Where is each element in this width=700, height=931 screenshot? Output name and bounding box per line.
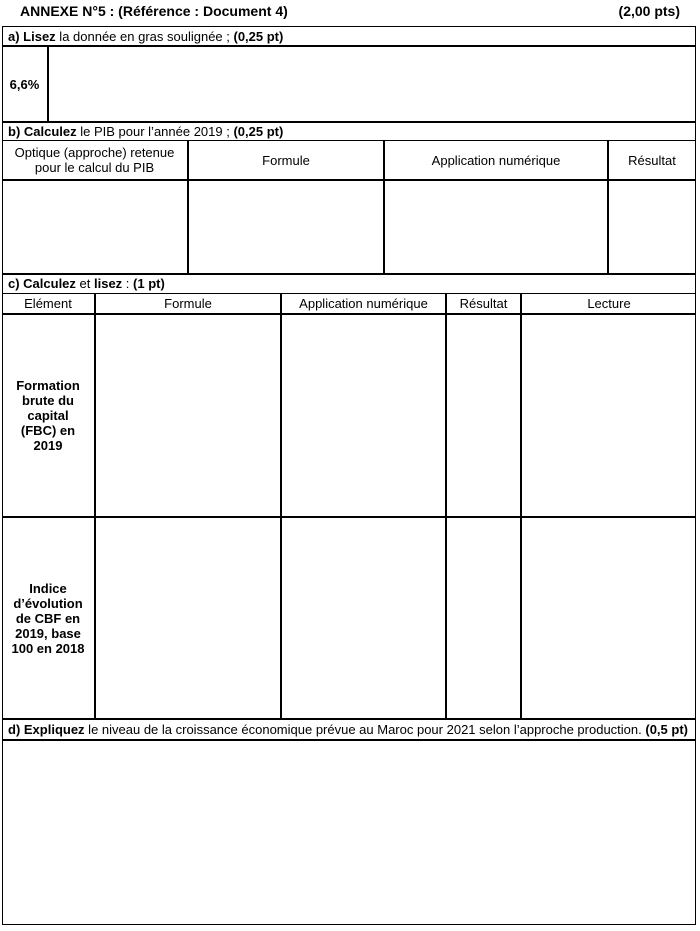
c-col-1: [94, 294, 96, 718]
c-indice-lecture-field[interactable]: [523, 519, 695, 717]
c-indice-formule-field[interactable]: [97, 519, 279, 717]
section-a-text: la donnée en gras soulignée ;: [55, 29, 234, 44]
section-d-points: (0,5 pt): [645, 722, 688, 737]
section-d-answer-field[interactable]: [4, 742, 694, 922]
divider-d-body: [2, 739, 696, 741]
b-answer-application[interactable]: [386, 182, 606, 272]
c-fbc-application-field[interactable]: [283, 316, 444, 515]
c-header-formule: Formule: [164, 296, 212, 311]
b-header-optique: Optique (approche) retenue pour le calcul du PIB: [14, 145, 175, 175]
c-indice-application-field[interactable]: [283, 519, 444, 717]
section-d-text: le niveau de la croissance économique prévue au Maroc pour 2021 selon l’approche production.: [84, 722, 646, 737]
section-c-instruction: [8, 276, 165, 291]
divider-c-top: [2, 273, 696, 275]
c-row-label-indice: Indice d’évolution de CBF en 2019, base 100 en 2018: [11, 580, 85, 656]
section-d-instruction: [8, 722, 688, 737]
c-indice-resultat-field[interactable]: [448, 519, 519, 717]
divider-b-top: [2, 121, 696, 123]
b-header-formule: Formule: [262, 152, 310, 168]
section-b-verb: b) Calculez: [8, 124, 77, 139]
page-header: [0, 0, 700, 26]
c-fbc-resultat-field[interactable]: [448, 316, 519, 515]
section-a-instruction: [8, 29, 283, 44]
c-col-4: [520, 294, 522, 718]
section-a-points: (0,25 pt): [233, 29, 284, 44]
section-d-verb: d) Expliquez: [8, 722, 85, 737]
c-fbc-lecture-field[interactable]: [523, 316, 695, 515]
b-answer-resultat[interactable]: [610, 182, 695, 272]
c-header-element: Elément: [24, 296, 72, 311]
annex-points: (2,00 pts): [618, 3, 680, 19]
b-header-application: Application numérique: [431, 152, 561, 168]
c-col-2: [280, 294, 282, 718]
c-row-label-fbc: Formation brute du capital (FBC) en 2019: [16, 378, 80, 453]
divider-c-rows: [2, 516, 696, 518]
divider-d-top: [2, 718, 696, 720]
section-b-points: (0,25 pt): [233, 124, 284, 139]
divider-c-body: [2, 313, 696, 315]
section-a-verb: a) Lisez: [8, 29, 56, 44]
section-b-instruction: [8, 124, 283, 139]
annex-title: ANNEXE N°5 : (Référence : Document 4): [20, 3, 288, 19]
section-c-verb: c) Calculez: [8, 276, 76, 291]
section-c-points: (1 pt): [133, 276, 165, 291]
divider-b-body: [2, 179, 696, 181]
section-c-text: et: [75, 276, 94, 291]
section-b-text: le PIB pour l’année 2019 ;: [76, 124, 234, 139]
c-header-application: Application numérique: [299, 296, 428, 311]
b-answer-formule[interactable]: [190, 182, 382, 272]
b-answer-optique[interactable]: [3, 182, 186, 272]
section-c-text2: :: [122, 276, 134, 291]
c-fbc-formule-field[interactable]: [97, 316, 279, 515]
c-col-3: [445, 294, 447, 718]
section-a-value-label: 6,6%: [9, 76, 40, 92]
c-header-lecture: Lecture: [587, 296, 631, 311]
section-c-verb2: lisez: [94, 276, 123, 291]
b-header-resultat: Résultat: [628, 152, 676, 168]
section-a-answer-field[interactable]: [49, 47, 695, 121]
c-header-resultat: Résultat: [459, 296, 508, 311]
